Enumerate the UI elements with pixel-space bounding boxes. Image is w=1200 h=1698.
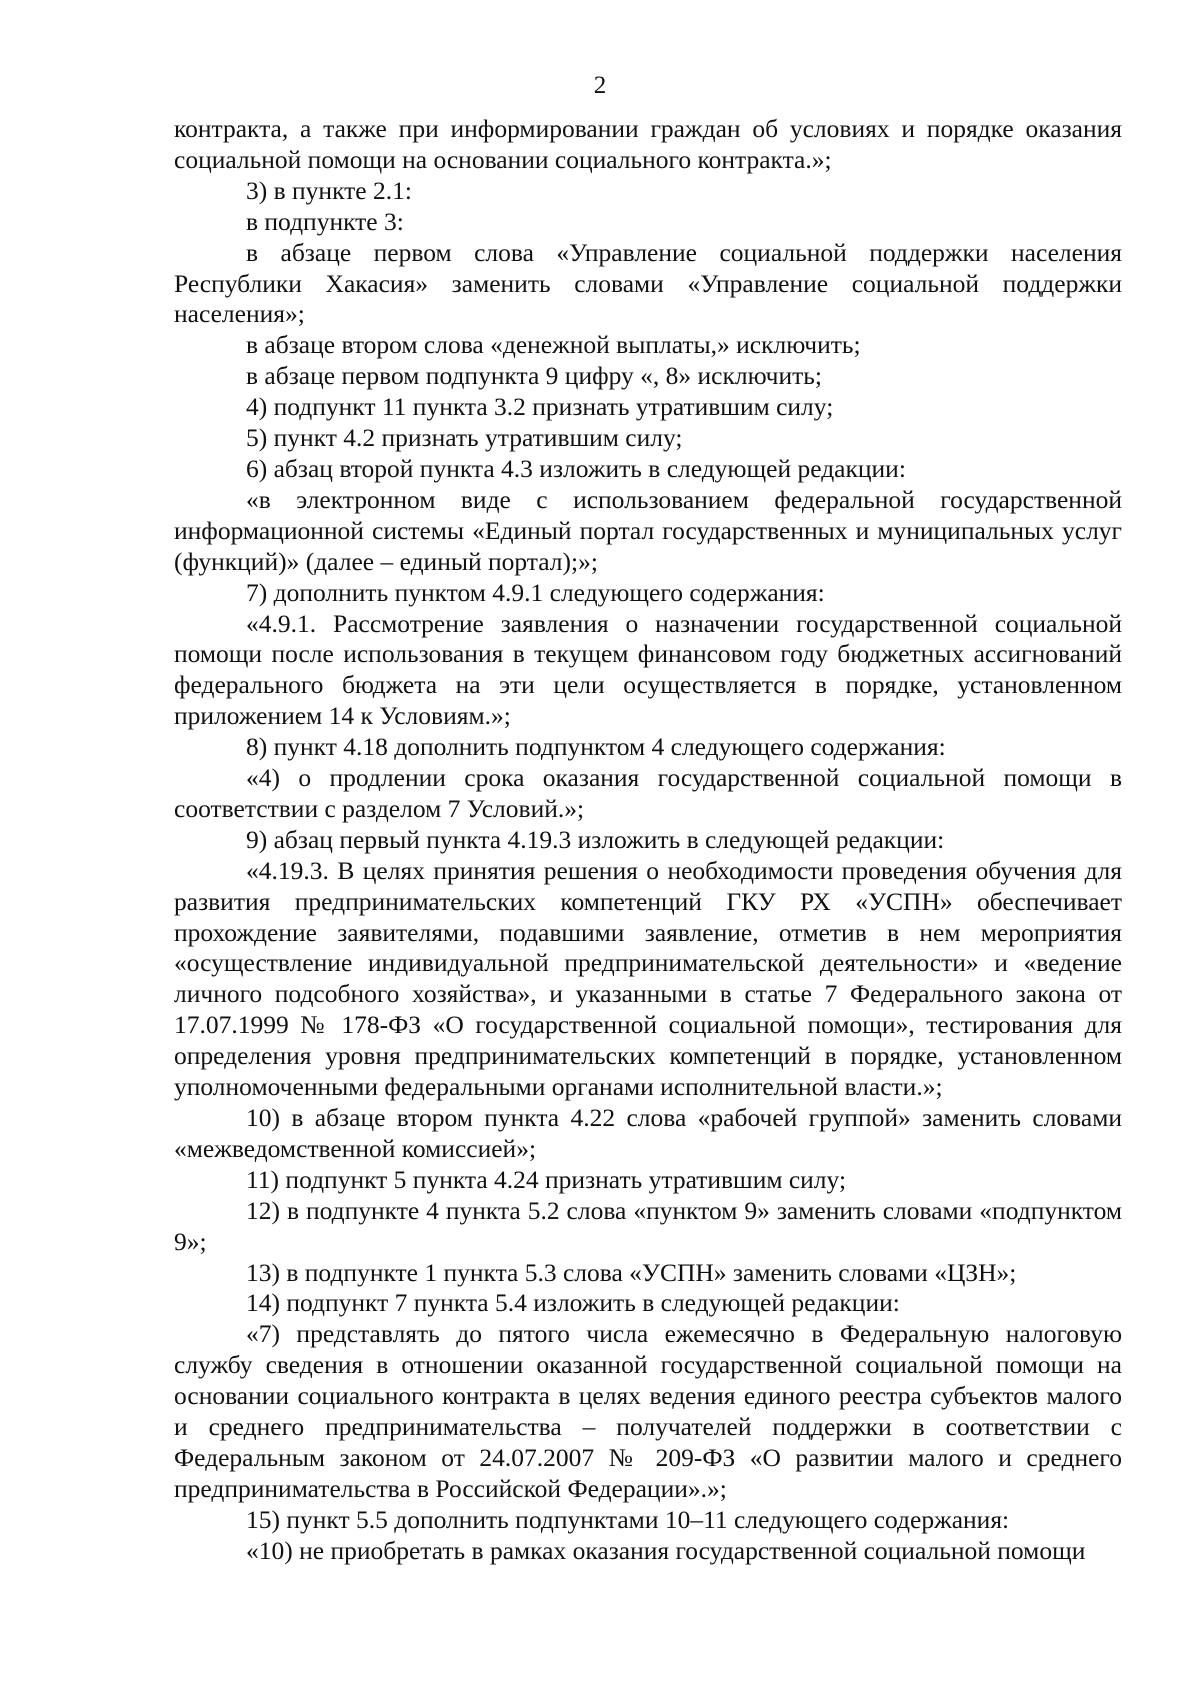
paragraph: «в электронном виде с использованием федеральной государственной информационной системы «Единый портал государственных и муниципальных услуг (функций)» (далее – единый портал);»; [174, 484, 1122, 576]
paragraph: в абзаце первом слова «Управление социальной поддержки населения Республики Хакасия» заменить словами «Управление социальной поддержки населения»; [174, 237, 1122, 329]
paragraph: 4) подпункт 11 пункта 3.2 признать утратившим силу; [246, 392, 834, 422]
paragraph: «7) представлять до пятого числа ежемесячно в Федеральную налоговую службу сведения в отношении оказанной государственной социальной помощи на основании социального контракта в целях ведения единого реестра субъектов малого и среднего предпринимательства – получателей поддержки в соответствии с Федеральным законом от 24.07.2007 № 209-ФЗ «О развитии малого и среднего предпринимательства в Российской Федерации».»; [174, 1319, 1122, 1503]
paragraph: «10) не приобретать в рамках оказания государственной социальной помощи [246, 1535, 1086, 1565]
paragraph: 13) в подпункте 1 пункта 5.3 слова «УСПН» заменить словами «ЦЗН»; [246, 1257, 1017, 1287]
paragraph: «4.9.1. Рассмотрение заявления о назначении государственной социальной помощи после использования в текущем финансовом году бюджетных ассигнований федерального бюджета на эти цели осуществляется в порядке, установленном приложением 14 к Условиям.»; [174, 608, 1122, 731]
paragraph: 3) в пункте 2.1: [246, 175, 412, 205]
paragraph: 6) абзац второй пункта 4.3 изложить в следующей редакции: [246, 453, 906, 483]
paragraph: «4.19.3. В целях принятия решения о необходимости проведения обучения для развития предпринимательских компетенций ГКУ РХ «УСПН» обеспечивает прохождение заявителями, подавшими заявление, отметив в нем мероприятия «осуществление индивидуальной предпринимательской деятельности» и «ведение личного подсобного хозяйства», и указанными в статье 7 Федерального закона от 17.07.1999 № 178-ФЗ «О государственной социальной помощи», тестирования для определения уровня предпринимательских компетенций в порядке, установленном уполномоченными федеральными органами исполнительной власти.»; [174, 855, 1122, 1102]
paragraph: «4) о продлении срока оказания государственной социальной помощи в соответствии с разделом 7 Условий.»; [174, 763, 1122, 823]
paragraph: 8) пункт 4.18 дополнить подпунктом 4 следующего содержания: [246, 732, 946, 762]
paragraph: 11) подпункт 5 пункта 4.24 признать утратившим силу; [246, 1164, 847, 1194]
paragraph: в абзаце первом подпункта 9 цифру «, 8» исключить; [246, 361, 823, 391]
paragraph: контракта, а также при информировании граждан об условиях и порядке оказания социальной помощи на основании социального контракта.»; [174, 114, 1122, 174]
paragraph: 5) пункт 4.2 признать утратившим силу; [246, 423, 683, 453]
paragraph: 10) в абзаце втором пункта 4.22 слова «рабочей группой» заменить словами «межведомственной комиссией»; [174, 1103, 1122, 1163]
paragraph: 12) в подпункте 4 пункта 5.2 слова «пунктом 9» заменить словами «подпунктом 9»; [174, 1195, 1122, 1256]
document-body [174, 114, 1122, 1567]
paragraph: 15) пункт 5.5 дополнить подпунктами 10–11 следующего содержания: [246, 1504, 1010, 1534]
paragraph: 7) дополнить пунктом 4.9.1 следующего содержания: [246, 577, 825, 607]
page-number: 2 [593, 72, 607, 99]
paragraph: в абзаце втором слова «денежной выплаты,» исключить; [246, 330, 861, 360]
paragraph: 9) абзац первый пункта 4.19.3 изложить в следующей редакции: [246, 824, 945, 854]
paragraph: 14) подпункт 7 пункта 5.4 изложить в следующей редакции: [246, 1288, 900, 1318]
paragraph: в подпункте 3: [246, 206, 404, 236]
